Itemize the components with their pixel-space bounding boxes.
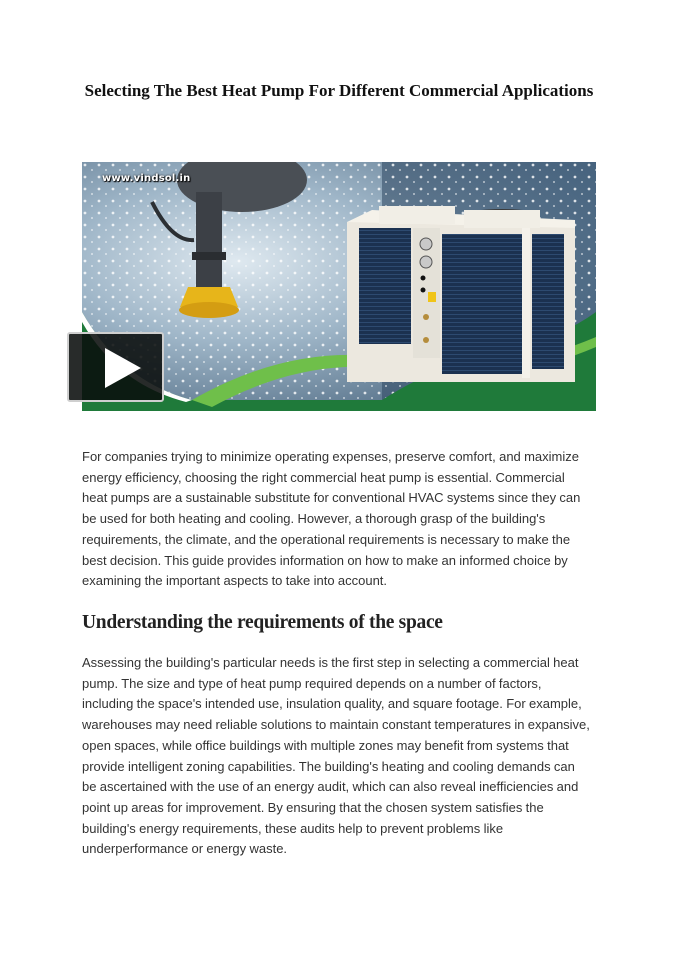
video-play-button[interactable] (67, 332, 164, 402)
section-paragraph: Assessing the building's particular needs is the first step in selecting a commercial heat pump. The size and type of heat pump required depends on a number of factors, including the space's intended use, insulation quality, and square footage. For example, warehouses may need reliable solutions to maintain constant temperatures in expansive, open spaces, while office buildings with multiple zones may benefit from systems that provide intelligent zoning capabilities. The building's heating and cooling demands can be ascertained with the use of an energy audit, which can also reveal inefficiencies and point up areas for improvement. By ensuring that the chosen system satisfies the building's energy requirements, these audits help to prevent problems like underperformance or energy waste. (82, 655, 590, 857)
section-heading: Understanding the requirements of the space (82, 612, 443, 633)
document-title: Selecting The Best Heat Pump For Different Commercial Applications (84, 81, 594, 100)
intro-paragraph: For companies trying to minimize operating expenses, preserve comfort, and maximize energy efficiency, choosing the right commercial heat pump is essential. Commercial heat pumps are a sustainable substitute for conventional HVAC systems since they can be used for both heating and cooling. However, a thorough grasp of the building's requirements, the climate, and the operational requirements is necessary to make the best decision. This guide provides information on how to make an informed choice by examining the important aspects to take into account. (82, 449, 581, 589)
watermark-text: www.vindsol.in (102, 173, 191, 184)
play-icon (105, 348, 141, 388)
